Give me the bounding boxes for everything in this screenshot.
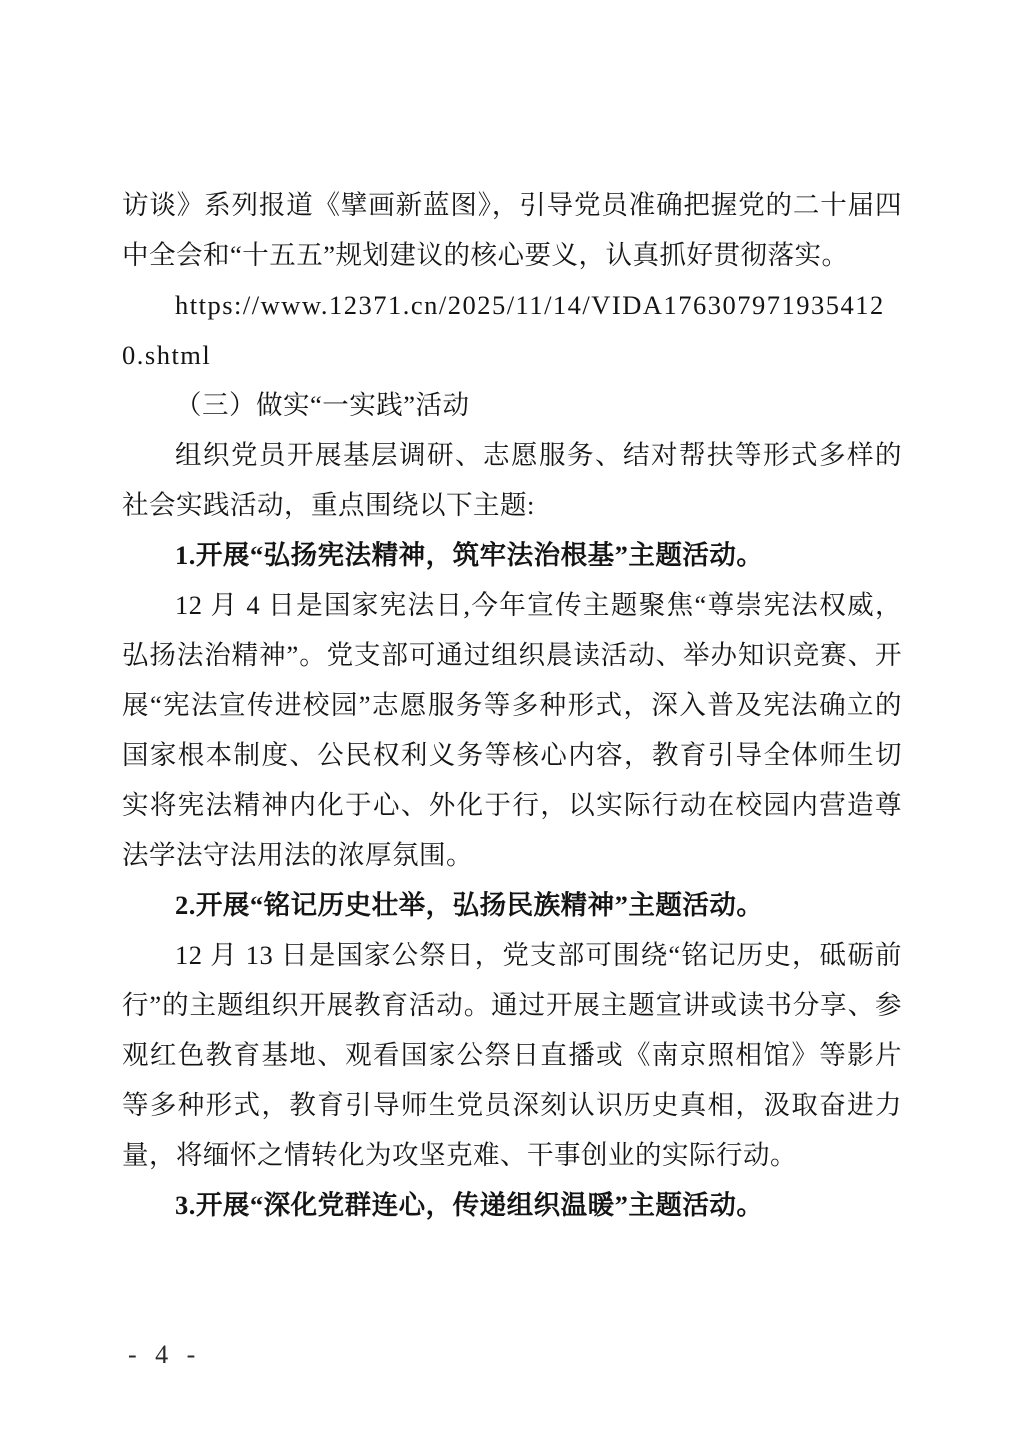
paragraph-intro: 组织党员开展基层调研、志愿服务、结对帮扶等形式多样的社会实践活动，重点围绕以下主题: (122, 440, 902, 520)
paragraph-continuation: 访谈》系列报道《擘画新蓝图》，引导党员准确把握党的二十届四中全会和“十五五”规划建议的核心要义，认真抓好贯彻落实。 (122, 190, 902, 270)
topic-2-body: 12 月 13 日是国家公祭日，党支部可围绕“铭记历史，砥砺前行”的主题组织开展教育活动。通过开展主题宣讲或读书分享、参观红色教育基地、观看国家公祭日直播或《南京照相馆》等影片等多种形式，教育引导师生党员深刻认识历史真相，汲取奋进力量，将缅怀之情转化为攻坚克难、干事创业的实际行动。 (122, 940, 902, 1170)
reference-url: https://www.12371.cn/2025/11/14/VIDA1763079719354120.shtml (122, 290, 885, 370)
section-heading: （三）做实“一实践”活动 (175, 390, 470, 420)
page-number: - 4 - (128, 1340, 202, 1369)
topic-3-heading: 3.开展“深化党群连心，传递组织温暖”主题活动。 (175, 1190, 764, 1220)
topic-1-body: 12 月 4 日是国家宪法日,今年宣传主题聚焦“尊崇宪法权威，弘扬法治精神”。党支部可通过组织晨读活动、举办知识竞赛、开展“宪法宣传进校园”志愿服务等多种形式，深入普及宪法确立的国家根本制度、公民权利义务等核心内容，教育引导全体师生切实将宪法精神内化于心、外化于行，以实际行动在校园内营造尊法学法守法用法的浓厚氛围。 (122, 590, 902, 870)
topic-2-heading: 2.开展“铭记历史壮举，弘扬民族精神”主题活动。 (175, 890, 764, 920)
topic-1-heading: 1.开展“弘扬宪法精神，筑牢法治根基”主题活动。 (175, 540, 764, 570)
document-body (122, 180, 902, 1230)
